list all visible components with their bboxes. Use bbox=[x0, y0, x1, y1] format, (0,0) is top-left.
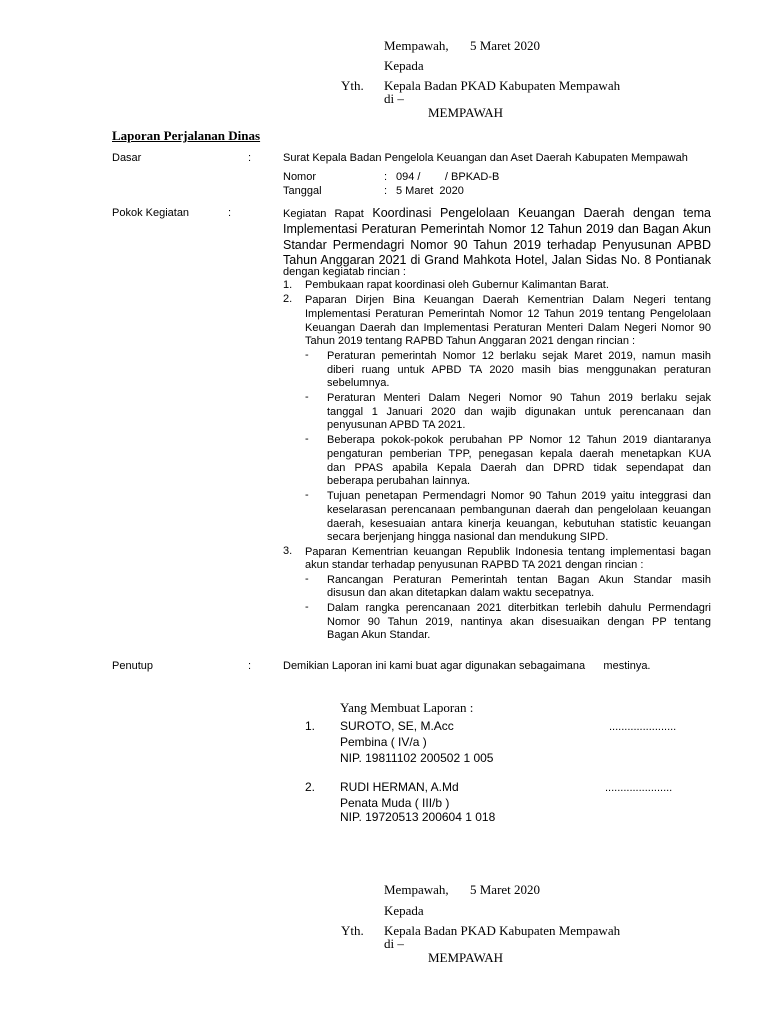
dash-bullet: - bbox=[305, 391, 309, 403]
dash-bullet: - bbox=[305, 601, 309, 613]
city: MEMPAWAH bbox=[428, 950, 504, 965]
recipient: Kepala Badan PKAD Kabupaten Mempawah bbox=[384, 923, 621, 938]
signer-number: 2. bbox=[305, 780, 316, 794]
list-item-line: Implementasi Peraturan Pemerintah Nomor 12 Tahun 2019 tentang Pengelolaan bbox=[305, 308, 711, 320]
kepada-label: Kepada bbox=[384, 903, 424, 918]
signer-rank: Penata Muda ( III/b ) bbox=[340, 796, 450, 810]
list-item-number: 2. bbox=[283, 293, 293, 305]
pokok-intro-line2: Implementasi Peraturan Pemerintah Nomor 12 Tahun 2019 dan Bagan Akun bbox=[283, 222, 711, 236]
nomor-value: 094 / / BPKAD-B bbox=[396, 171, 500, 183]
sub-item-line: diberi ruang untuk APBD TA 2020 masih bias menggunakan peraturan bbox=[327, 364, 711, 376]
yth-label: Yth. bbox=[341, 923, 364, 938]
list-item-line: Keuangan Daerah dan Implementasi Peraturan Menteri Dalam Negeri Nomor 90 bbox=[305, 322, 711, 334]
list-item-line: Paparan Kementrian keuangan Republik Indonesia tentang implementasi bagan bbox=[305, 546, 711, 558]
tanggal-label: Tanggal bbox=[283, 185, 322, 197]
dash-bullet: - bbox=[305, 573, 309, 585]
list-item-number: 1. bbox=[283, 279, 293, 291]
pokok-rincian: dengan kegiatab rincian : bbox=[283, 266, 406, 278]
sub-item-line: Peraturan Menteri Dalam Negeri Nomor 90 Tahun 2019 berlaku sejak bbox=[327, 392, 711, 404]
sub-item-line: disusun dan akan ditetapkan dalam waktu secepatnya. bbox=[327, 587, 595, 599]
sub-item-line: Bagan Akun Standar. bbox=[327, 629, 431, 641]
city: MEMPAWAH bbox=[428, 105, 504, 120]
sub-item-line: sebelumnya. bbox=[327, 377, 390, 389]
dasar-text: Surat Kepala Badan Pengelola Keuangan dan Aset Daerah Kabupaten Mempawah bbox=[283, 152, 688, 164]
document-title: Laporan Perjalanan Dinas bbox=[112, 128, 261, 143]
di-label: di – bbox=[384, 936, 404, 951]
dasar-label: Dasar bbox=[112, 152, 142, 164]
signer-name: RUDI HERMAN, A.Md bbox=[340, 780, 459, 794]
signature-line: ...................... bbox=[605, 782, 673, 794]
recipient: Kepala Badan PKAD Kabupaten Mempawah bbox=[384, 78, 621, 93]
sub-item-line: dan PPAS apabila Kepala Daerah dan DPRD tidak sependapat dan bbox=[327, 462, 711, 474]
list-item-number: 3. bbox=[283, 545, 293, 557]
dash-bullet: - bbox=[305, 489, 309, 501]
sub-item-line: tanggal 1 Januari 2020 dan wajib digunakan untuk perencanaan dan bbox=[327, 406, 711, 418]
signer-number: 1. bbox=[305, 719, 316, 733]
tanggal-colon: : bbox=[384, 185, 388, 197]
dash-bullet: - bbox=[305, 433, 309, 445]
sub-item-line: Rancangan Peraturan Pemerintah tentan Bagan Akun Standar masih bbox=[327, 574, 711, 586]
penutup-text: Demikian Laporan ini kami buat agar digunakan sebagaimana mestinya. bbox=[283, 660, 651, 672]
sub-item-line: pengaturan pemberian TPP, penegasan kepala daerah menetapkan KUA bbox=[327, 448, 711, 460]
pokok-colon: : bbox=[228, 207, 232, 219]
di-label: di – bbox=[384, 91, 404, 106]
dasar-colon: : bbox=[248, 152, 252, 164]
yth-label: Yth. bbox=[341, 78, 364, 93]
sub-item-line: Beberapa pokok-pokok perubahan PP Nomor 12 Tahun 2019 diantaranya bbox=[327, 434, 711, 446]
penutup-colon: : bbox=[248, 660, 252, 672]
sub-item-line: beberapa perubahan lainnya. bbox=[327, 475, 471, 487]
sub-item-line: Nomor 90 Tahun 2019, nantinya akan disesuaikan dengan PP tentang bbox=[327, 616, 711, 628]
place-date: Mempawah, bbox=[384, 882, 449, 897]
signature-line: ...................... bbox=[609, 721, 677, 733]
list-item-line: Paparan Dirjen Bina Keuangan Daerah Kementrian Dalam Negeri tentang bbox=[305, 294, 711, 306]
date: 5 Maret 2020 bbox=[470, 38, 541, 53]
pokok-intro-line3: Standar Permendagri Nomor 90 Tahun 2019 terhadap Penyusunan APBD bbox=[283, 238, 711, 252]
kepada-label: Kepada bbox=[384, 58, 424, 73]
signer-nip: NIP. 19811102 200502 1 005 bbox=[340, 751, 494, 765]
sub-item-line: Tujuan penetapan Permendagri Nomor 90 Tahun 2019 yaitu integgrasi dan bbox=[327, 490, 711, 502]
nomor-label: Nomor bbox=[283, 171, 317, 183]
sub-item-line: secara berjenjang hingga nasional dan mendukung SIPD. bbox=[327, 531, 609, 543]
pokok-intro-line1: Kegiatan Rapat Koordinasi Pengelolaan Keuangan Daerah dengan tema bbox=[283, 206, 711, 220]
pokok-intro-line4: Tahun Anggaran 2021 di Grand Mahkota Hotel, Jalan Sidas No. 8 Pontianak bbox=[283, 253, 711, 267]
place-date: Mempawah, bbox=[384, 38, 449, 53]
list-item-line: Pembukaan rapat koordinasi oleh Gubernur Kalimantan Barat. bbox=[305, 279, 609, 291]
tanggal-value: 5 Maret 2020 bbox=[396, 185, 464, 197]
penutup-label: Penutup bbox=[112, 660, 153, 672]
sub-item-line: Peraturan pemerintah Nomor 12 berlaku sejak Maret 2019, namun masih bbox=[327, 350, 711, 362]
sub-item-line: penyusunan APBD TA 2021. bbox=[327, 419, 466, 431]
signer-rank: Pembina ( IV/a ) bbox=[340, 735, 427, 749]
signer-name: SUROTO, SE, M.Acc bbox=[340, 719, 454, 733]
signers-heading: Yang Membuat Laporan : bbox=[340, 700, 474, 715]
signer-nip: NIP. 19720513 200604 1 018 bbox=[340, 810, 496, 824]
pokok-label: Pokok Kegiatan bbox=[112, 207, 190, 219]
sub-item-line: keselarasan perencanaan pembangunan daerah dan pengelolaan keuangan bbox=[327, 504, 711, 516]
sub-item-line: Dalam rangka perencanaan 2021 diterbitkan terlebih dahulu Permendagri bbox=[327, 602, 711, 614]
list-item-line: akun standar terhadap penyusunan RAPBD TA 2021 dengan rincian : bbox=[305, 559, 644, 571]
sub-item-line: daerah, kesesuaian antara kinerja keuangan, kebutuhan statistic keuangan bbox=[327, 518, 711, 530]
nomor-colon: : bbox=[384, 171, 388, 183]
list-item-line: Tahun 2019 tentang RAPBD Tahun Anggaran 2021 dengan rincian : bbox=[305, 335, 636, 347]
dash-bullet: - bbox=[305, 349, 309, 361]
date: 5 Maret 2020 bbox=[470, 882, 541, 897]
